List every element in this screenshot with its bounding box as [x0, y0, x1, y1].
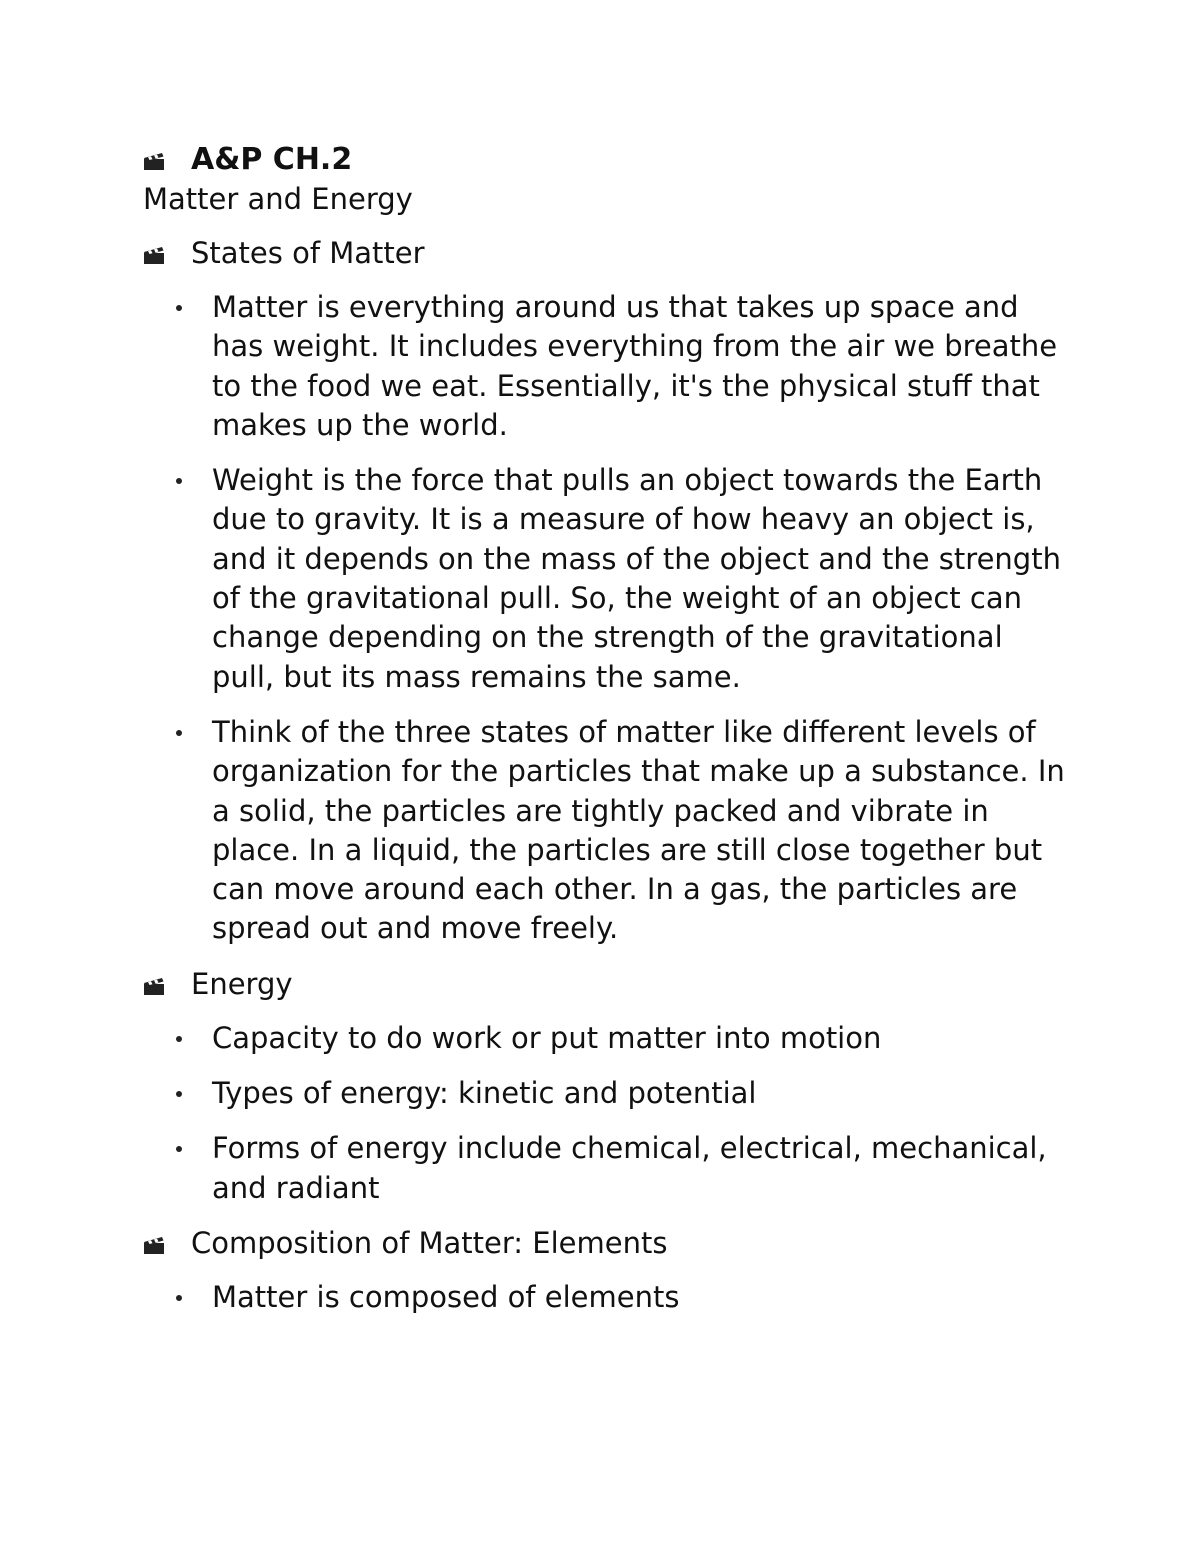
- clapperboard-icon: [143, 151, 165, 171]
- bullet-dot-icon: [176, 1091, 182, 1097]
- list-item-text: Capacity to do work or put matter into motion: [212, 1020, 882, 1055]
- list-item-text: Weight is the force that pulls an object towards the Earth due to gravity. It is a measure of how heavy an object is, and it depends on the mass of the object and the strength of the gravitational pull. So, the weight of an object can change depending on the strength of the gravitational pull, but its mass remains the same.: [212, 463, 1061, 694]
- list-item: [143, 1019, 1073, 1058]
- section-heading: States of Matter: [191, 236, 425, 271]
- document-page: [143, 140, 1073, 1333]
- list-item: [143, 1278, 1073, 1317]
- bullet-list: [143, 1278, 1073, 1317]
- list-item: [143, 461, 1073, 697]
- title-row: [143, 140, 1073, 180]
- section-heading-row: [143, 1224, 1073, 1264]
- bullet-dot-icon: [176, 305, 182, 311]
- bullet-dot-icon: [176, 1036, 182, 1042]
- bullet-list: [143, 1019, 1073, 1208]
- section-heading-row: [143, 965, 1073, 1005]
- list-item-text: Matter is composed of elements: [212, 1279, 680, 1314]
- bullet-list: [143, 288, 1073, 949]
- bullet-dot-icon: [176, 1295, 182, 1301]
- list-item-text: Matter is everything around us that takes up space and has weight. It includes everything from the air we breathe to the food we eat. Essentially, it's the physical stuff that makes up the world.: [212, 290, 1058, 442]
- section-heading: Composition of Matter: Elements: [191, 1226, 668, 1261]
- list-item: [143, 1129, 1073, 1208]
- list-item-text: Forms of energy include chemical, electrical, mechanical, and radiant: [212, 1131, 1047, 1205]
- bullet-dot-icon: [176, 730, 182, 736]
- list-item: [143, 713, 1073, 949]
- list-item-text: Types of energy: kinetic and potential: [212, 1076, 757, 1111]
- page-title: A&P CH.2: [191, 142, 353, 178]
- list-item-text: Think of the three states of matter like different levels of organization for the particles that make up a substance. In a solid, the particles are tightly packed and vibrate in place. In a liquid, the particles are still close together but can move around each other. In a gas, the particles are spread out and move freely.: [212, 714, 1065, 946]
- list-item: [143, 1074, 1073, 1113]
- clapperboard-icon: [143, 245, 165, 265]
- list-item: [143, 288, 1073, 445]
- page-subtitle: Matter and Energy: [143, 182, 413, 216]
- bullet-dot-icon: [176, 478, 182, 484]
- clapperboard-icon: [143, 1235, 165, 1255]
- section-heading-row: [143, 234, 1073, 274]
- section-heading: Energy: [191, 967, 293, 1002]
- bullet-dot-icon: [176, 1146, 182, 1152]
- clapperboard-icon: [143, 976, 165, 996]
